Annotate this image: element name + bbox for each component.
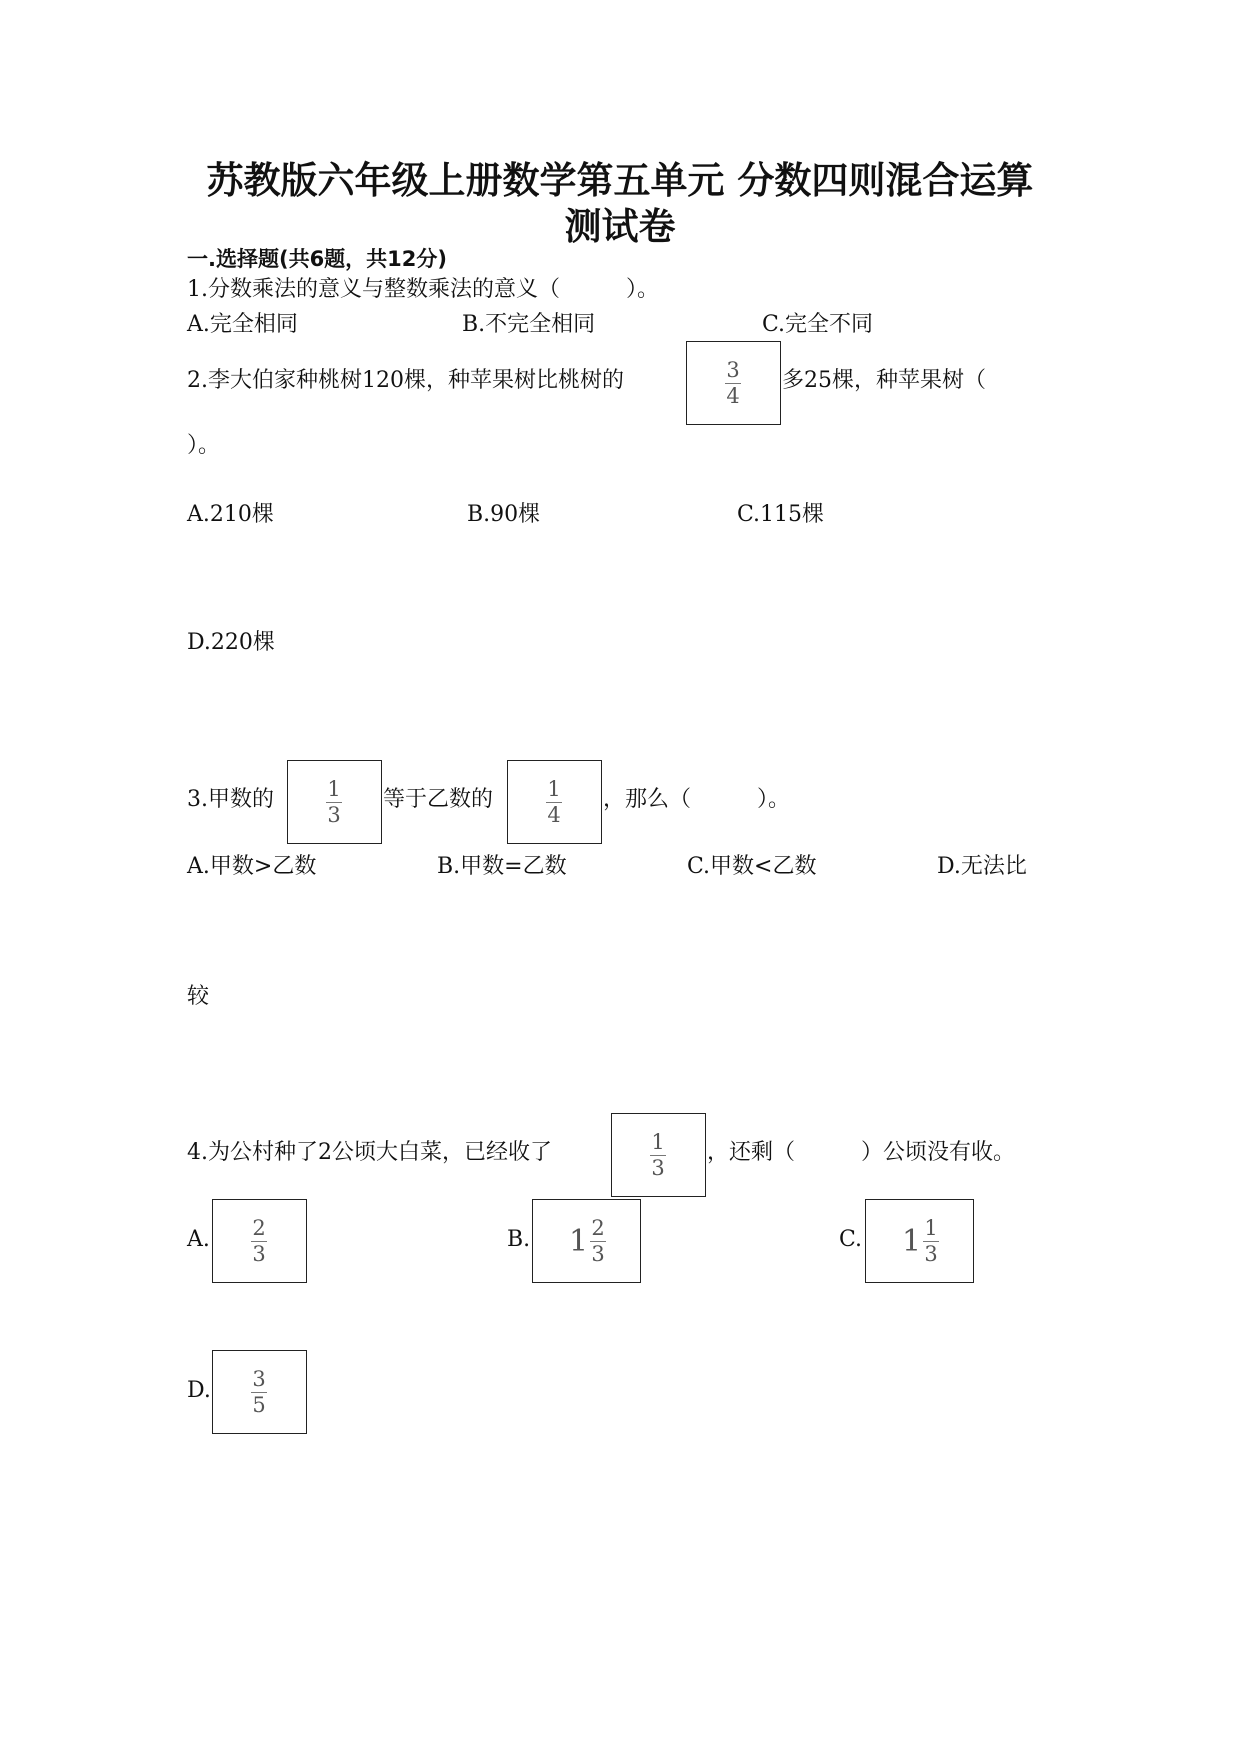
question-4-option-a-label: A.	[187, 1227, 210, 1252]
question-3-option-a: A.甲数>乙数	[187, 854, 317, 879]
question-3-option-d: D.无法比	[937, 854, 1027, 879]
fraction-numerator: 2	[252, 1216, 266, 1240]
fraction-box	[611, 1113, 706, 1197]
fraction-numerator: 1	[924, 1216, 938, 1240]
question-3-text-c: ，那么（ ）。	[603, 787, 791, 812]
fraction-denominator: 4	[547, 803, 561, 827]
mixed-fraction	[923, 1218, 939, 1265]
question-4-option-b-label: B.	[507, 1227, 531, 1252]
fraction-denominator: 4	[726, 384, 740, 408]
document-title-line1: 苏教版六年级上册数学第五单元 分数四则混合运算	[206, 159, 1034, 202]
fraction-denominator: 3	[591, 1242, 605, 1266]
fraction-denominator: 5	[252, 1393, 266, 1417]
question-4-option-c-label: C.	[839, 1227, 863, 1252]
question-1-option-c: C.完全不同	[762, 312, 874, 337]
question-3-option-c: C.甲数<乙数	[687, 854, 817, 879]
question-3-option-d-cont: 较	[187, 984, 210, 1009]
fraction-numerator: 3	[726, 358, 740, 382]
question-2-option-a: A.210棵	[187, 502, 274, 527]
question-3-text-a: 3.甲数的	[187, 787, 274, 812]
fraction-denominator: 3	[924, 1242, 938, 1266]
fraction-numerator: 1	[327, 777, 341, 801]
question-1-option-b: B.不完全相同	[462, 312, 596, 337]
fraction-denominator: 3	[327, 803, 341, 827]
question-2-option-c: C.115棵	[737, 502, 825, 527]
mixed-number-one-and-one-third	[902, 1218, 939, 1265]
document-title-line2: 测试卷	[564, 205, 676, 248]
fraction-box	[686, 341, 781, 425]
mixed-whole: 1	[569, 1224, 589, 1259]
fraction-numerator: 2	[591, 1216, 605, 1240]
option-c-box	[865, 1199, 974, 1283]
fraction-denominator: 3	[651, 1156, 665, 1180]
fraction-numerator: 1	[651, 1130, 665, 1154]
fraction-box	[507, 760, 602, 844]
fraction-box	[287, 760, 382, 844]
fraction-numerator: 1	[547, 777, 561, 801]
question-4-text-a: 4.为公村种了2公顷大白菜，已经收了	[187, 1140, 552, 1165]
fraction-one-third	[650, 1132, 666, 1179]
question-2-text-after: 多25棵，种苹果树（	[782, 368, 986, 393]
question-3-option-b: B.甲数=乙数	[437, 854, 567, 879]
fraction-three-fifths	[251, 1369, 267, 1416]
question-2-text-cont: ）。	[187, 433, 221, 458]
fraction-denominator: 3	[252, 1242, 266, 1266]
mixed-whole: 1	[902, 1224, 922, 1259]
question-1-text: 1.分数乘法的意义与整数乘法的意义（ ）。	[187, 277, 659, 302]
question-4-option-d-label: D.	[187, 1378, 211, 1403]
section-heading: 一.选择题(共6题，共12分)	[187, 247, 448, 271]
question-2-option-b: B.90棵	[467, 502, 541, 527]
question-2-text: 2.李大伯家种桃树120棵，种苹果树比桃树的	[187, 368, 624, 393]
question-4-text-b: ，还剩（ ）公顷没有收。	[707, 1140, 1016, 1165]
fraction-numerator: 3	[252, 1367, 266, 1391]
option-b-box	[532, 1199, 641, 1283]
question-3-text-b: 等于乙数的	[383, 787, 494, 812]
mixed-number-one-and-two-thirds	[569, 1218, 606, 1265]
option-a-box	[212, 1199, 307, 1283]
fraction-one-third	[326, 779, 342, 826]
fraction-two-thirds	[251, 1218, 267, 1265]
question-1-option-a: A.完全相同	[187, 312, 298, 337]
fraction-three-quarters	[725, 360, 741, 407]
fraction-one-quarter	[546, 779, 562, 826]
option-d-box	[212, 1350, 307, 1434]
mixed-fraction	[590, 1218, 606, 1265]
question-2-option-d: D.220棵	[187, 630, 275, 655]
